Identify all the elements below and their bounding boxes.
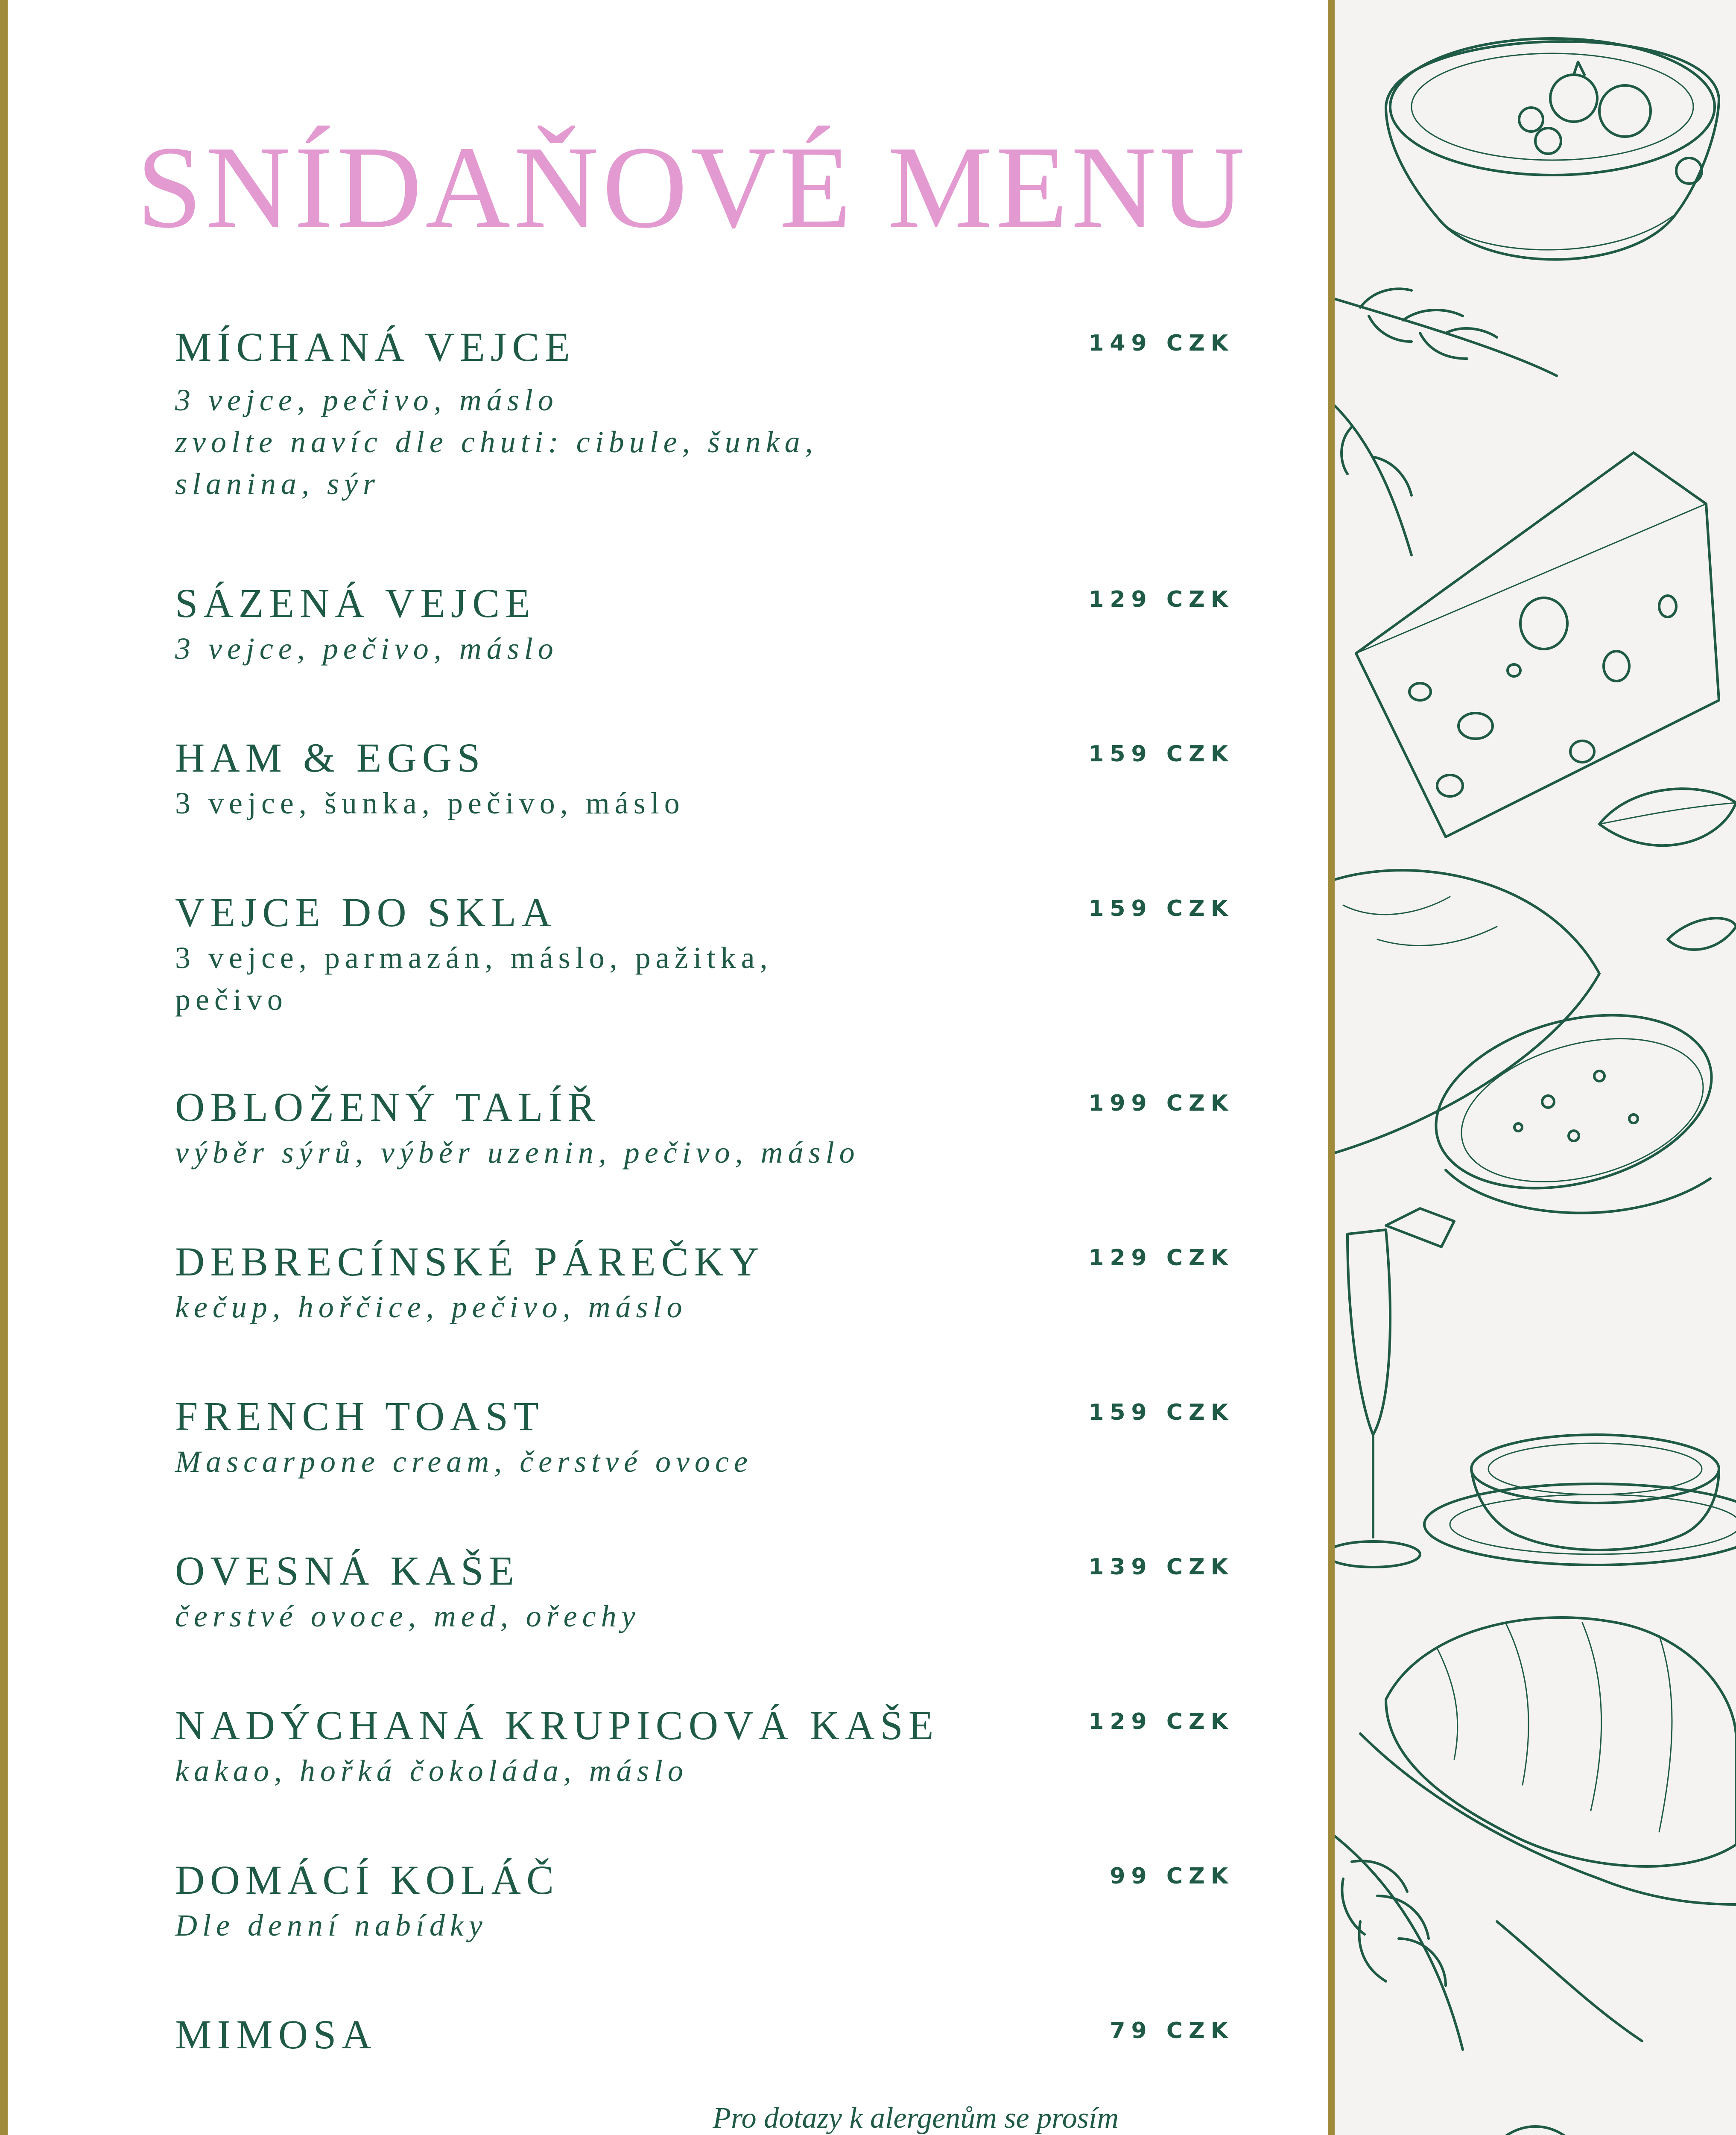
item-name: SÁZENÁ VEJCE <box>175 580 536 626</box>
menu-item-michana-vejce <box>175 325 1234 505</box>
item-price: 149 CZK <box>1088 330 1234 356</box>
item-name: MÍCHANÁ VEJCE <box>175 324 576 370</box>
item-price: 159 CZK <box>1088 1400 1234 1425</box>
herb-sprig-icon <box>1335 289 1557 555</box>
item-description: Mascarpone cream, čerstvé ovoce <box>175 1444 753 1479</box>
menu-item-mimosa <box>175 2012 1234 2057</box>
illustration-panel <box>1335 0 1736 2135</box>
item-description: 3 vejce, parmazán, máslo, pažitka, pečivo <box>175 940 773 1017</box>
item-description: 3 vejce, pečivo, máslo zvolte navíc dle chuti: cibule, šunka, slanina, sýr <box>175 383 818 501</box>
item-price: 159 CZK <box>1088 896 1234 921</box>
allergen-note: Pro dotazy k alergenům se prosím <box>713 2102 1119 2135</box>
item-price: 139 CZK <box>1088 1554 1234 1580</box>
item-name: OVESNÁ KAŠE <box>175 1548 520 1594</box>
item-name: FRENCH TOAST <box>175 1393 544 1439</box>
menu-item-french-toast <box>175 1394 1234 1483</box>
item-name: NADÝCHANÁ KRUPICOVÁ KAŠE <box>175 1702 939 1748</box>
menu-item-vejce-do-skla <box>175 890 1234 1021</box>
item-name: MIMOSA <box>175 2012 377 2057</box>
porridge-bowl-icon <box>1386 38 1719 260</box>
herb-sprig-icon <box>1335 1836 1642 2050</box>
item-price: 159 CZK <box>1088 741 1234 767</box>
left-border <box>0 0 8 2135</box>
item-price: 129 CZK <box>1088 587 1234 612</box>
item-price: 199 CZK <box>1088 1091 1234 1116</box>
eggs-icon <box>1335 2126 1736 2135</box>
item-description: výběr sýrů, výběr uzenin, pečivo, máslo <box>175 1135 860 1170</box>
item-name: DOMÁCÍ KOLÁČ <box>175 1857 559 1903</box>
menu-item-debrecinske-parecky <box>175 1239 1234 1328</box>
menu-item-domaci-kolac <box>175 1857 1234 1946</box>
item-name: VEJCE DO SKLA <box>175 889 557 935</box>
menu-item-ovesna-kase <box>175 1548 1234 1637</box>
item-name: OBLOŽENÝ TALÍŘ <box>175 1084 601 1130</box>
menu-item-sazena-vejce <box>175 581 1234 670</box>
bread-icon <box>1335 870 1731 1217</box>
item-description: kečup, hořčice, pečivo, máslo <box>175 1290 687 1324</box>
menu-item-ham-eggs <box>175 735 1234 824</box>
item-price: 79 CZK <box>1110 2018 1234 2044</box>
gold-divider <box>1328 0 1335 2135</box>
item-name: DEBRECÍNSKÉ PÁREČKY <box>175 1239 765 1284</box>
menu-item-oblozeny-talir <box>175 1085 1234 1173</box>
item-description: 3 vejce, pečivo, máslo <box>175 631 558 666</box>
item-description: kakao, hořká čokoláda, máslo <box>175 1753 688 1788</box>
item-description: 3 vejce, šunka, pečivo, máslo <box>175 786 685 820</box>
menu-item-krupicova-kase <box>175 1703 1234 1792</box>
item-name: HAM & EGGS <box>175 735 486 781</box>
item-price: 129 CZK <box>1088 1709 1234 1734</box>
croissant-icon <box>1360 1617 1736 1904</box>
item-description: čerstvé ovoce, med, ořechy <box>175 1599 640 1633</box>
coffee-cup-icon <box>1424 1435 1736 1565</box>
item-price: 129 CZK <box>1088 1245 1234 1271</box>
item-description: Dle denní nabídky <box>175 1908 488 1942</box>
leaf-icon <box>1599 789 1736 950</box>
champagne-glass-icon <box>1335 1208 1454 1567</box>
menu-title: SNÍDAŇOVÉ MENU <box>137 122 1248 252</box>
item-price: 99 CZK <box>1110 1863 1234 1889</box>
cheese-icon <box>1356 453 1719 837</box>
